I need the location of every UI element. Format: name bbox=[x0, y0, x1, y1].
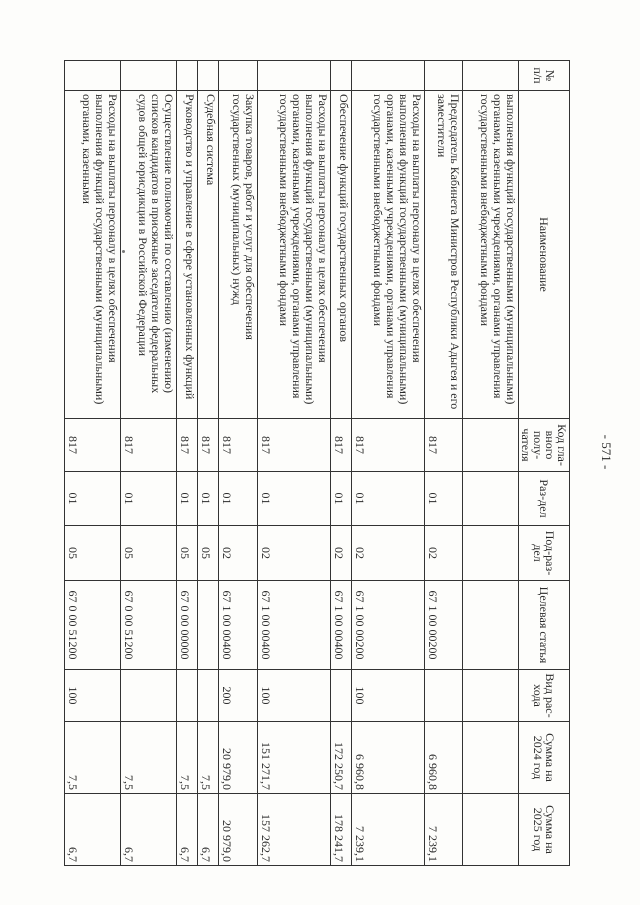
cell-expense-type bbox=[120, 670, 176, 722]
cell-recipient: 817 bbox=[65, 419, 121, 472]
header-subsection: Под-раз-дел bbox=[519, 526, 570, 581]
budget-table-container bbox=[64, 60, 570, 865]
header-num: № п/п bbox=[519, 61, 570, 91]
cell-recipient: 817 bbox=[197, 419, 218, 472]
table-row bbox=[219, 61, 257, 866]
cell-recipient bbox=[463, 419, 519, 472]
cell-section bbox=[463, 472, 519, 526]
cell-expense-type: 200 bbox=[219, 670, 257, 722]
table-row bbox=[176, 61, 197, 866]
table-row bbox=[197, 61, 218, 866]
cell-subsection: 05 bbox=[197, 526, 218, 581]
cell-sum-2024: 6 960,8 bbox=[351, 722, 424, 794]
cell-target: 67 1 00 00400 bbox=[219, 581, 257, 670]
cell-target: 67 1 00 00200 bbox=[351, 581, 424, 670]
cell-target: 67 0 00 00000 bbox=[176, 581, 197, 670]
cell-name: Судебная система bbox=[197, 91, 218, 419]
cell-subsection: 05 bbox=[176, 526, 197, 581]
cell-recipient: 817 bbox=[424, 419, 462, 472]
header-section: Раз-дел bbox=[519, 472, 570, 526]
cell-sum-2025 bbox=[463, 794, 519, 866]
cell-subsection bbox=[463, 526, 519, 581]
table-row bbox=[257, 61, 330, 866]
cell-sum-2024: 7,5 bbox=[65, 722, 121, 794]
cell-section: 01 bbox=[351, 472, 424, 526]
cell-target: 67 0 00 51200 bbox=[120, 581, 176, 670]
cell-target bbox=[197, 581, 218, 670]
cell-sum-2025: 6,7 bbox=[120, 794, 176, 866]
cell-num bbox=[176, 61, 197, 91]
cell-sum-2025: 7 239,1 bbox=[424, 794, 462, 866]
cell-subsection: 05 bbox=[65, 526, 121, 581]
rotated-table bbox=[64, 60, 570, 865]
cell-name: Расходы на выплаты персоналу в целях обеспечения выполнения функций государственными (муниципальными) органами, казенными учреждениями, органами управления государственными внебюджетными фондами bbox=[351, 91, 424, 419]
cell-target bbox=[463, 581, 519, 670]
cell-name: выполнения функций государственными (муниципальными) органами, казенными учреждениями, органами управления государственными внебюджетными фондами bbox=[463, 91, 519, 419]
header-sum-2025: Сумма на 2025 год bbox=[519, 794, 570, 866]
cell-target: 67 0 00 51200 bbox=[65, 581, 121, 670]
table-row bbox=[120, 61, 176, 866]
cell-sum-2024: 7,5 bbox=[120, 722, 176, 794]
cell-sum-2025: 7 239,1 bbox=[351, 794, 424, 866]
cell-sum-2024: 20 979,0 bbox=[219, 722, 257, 794]
header-recipient: Код гла-вного полу-чателя bbox=[519, 419, 570, 472]
cell-name: Осуществление полномочий по составлению (изменению) списков кандидатов в присяжные заседатели федеральных судов общей юрисдикции в Российской Федерации bbox=[120, 91, 176, 419]
cell-target: 67 1 00 00200 bbox=[424, 581, 462, 670]
cell-section: 01 bbox=[120, 472, 176, 526]
cell-sum-2025: 6,7 bbox=[197, 794, 218, 866]
header-sum-2024: Сумма на 2024 год bbox=[519, 722, 570, 794]
cell-num bbox=[65, 61, 121, 91]
cell-num bbox=[463, 61, 519, 91]
cell-expense-type: 100 bbox=[351, 670, 424, 722]
cell-subsection: 02 bbox=[424, 526, 462, 581]
cell-section: 01 bbox=[330, 472, 351, 526]
cell-recipient: 817 bbox=[330, 419, 351, 472]
header-name: Наименование bbox=[519, 91, 570, 419]
cell-section: 01 bbox=[257, 472, 330, 526]
cell-subsection: 02 bbox=[351, 526, 424, 581]
cell-expense-type: 100 bbox=[65, 670, 121, 722]
table-row bbox=[463, 61, 519, 866]
cell-subsection: 02 bbox=[330, 526, 351, 581]
cell-subsection: 02 bbox=[219, 526, 257, 581]
cell-sum-2024: 151 271,7 bbox=[257, 722, 330, 794]
cell-expense-type bbox=[463, 670, 519, 722]
table-row bbox=[424, 61, 462, 866]
cell-expense-type: 100 bbox=[257, 670, 330, 722]
cell-section: 01 bbox=[424, 472, 462, 526]
cell-expense-type bbox=[176, 670, 197, 722]
cell-expense-type bbox=[330, 670, 351, 722]
cell-name: Председатель Кабинета Министров Республики Адыгея и его заместители bbox=[424, 91, 462, 419]
cell-num bbox=[351, 61, 424, 91]
cell-sum-2025: 6,7 bbox=[65, 794, 121, 866]
cell-name: Расходы на выплаты персоналу в целях обеспечения выполнения функций государственными (муниципальными) органами, казенными bbox=[65, 91, 121, 419]
cell-name: Закупка товаров, работ и услуг для обеспечения государственных (муниципальных) нужд bbox=[219, 91, 257, 419]
cell-sum-2024: 7,5 bbox=[176, 722, 197, 794]
cell-recipient: 817 bbox=[257, 419, 330, 472]
cell-sum-2024: 172 250,7 bbox=[330, 722, 351, 794]
cell-num bbox=[197, 61, 218, 91]
cell-subsection: 02 bbox=[257, 526, 330, 581]
cell-sum-2024 bbox=[463, 722, 519, 794]
cell-sum-2024: 7,5 bbox=[197, 722, 218, 794]
cell-sum-2025: 20 979,0 bbox=[219, 794, 257, 866]
page-number: - 571 - bbox=[599, 434, 614, 470]
header-expense-type: Вид рас-хода bbox=[519, 670, 570, 722]
cell-sum-2025: 6,7 bbox=[176, 794, 197, 866]
cell-recipient: 817 bbox=[351, 419, 424, 472]
table-row bbox=[330, 61, 351, 866]
cell-name: Обеспечение функций государственных органов bbox=[330, 91, 351, 419]
cell-expense-type bbox=[424, 670, 462, 722]
cell-recipient: 817 bbox=[120, 419, 176, 472]
cell-subsection: 05 bbox=[120, 526, 176, 581]
cell-section: 01 bbox=[219, 472, 257, 526]
cell-target: 67 1 00 00400 bbox=[257, 581, 330, 670]
cell-recipient: 817 bbox=[219, 419, 257, 472]
table-row bbox=[351, 61, 424, 866]
cell-section: 01 bbox=[65, 472, 121, 526]
header-target: Целевая статья bbox=[519, 581, 570, 670]
cell-section: 01 bbox=[176, 472, 197, 526]
cell-sum-2025: 178 241,7 bbox=[330, 794, 351, 866]
cell-num bbox=[219, 61, 257, 91]
cell-recipient: 817 bbox=[176, 419, 197, 472]
budget-table bbox=[64, 60, 570, 866]
cell-name: Руководство и управление в сфере установленных функций bbox=[176, 91, 197, 419]
cell-num bbox=[120, 61, 176, 91]
cell-sum-2024: 6 960,8 bbox=[424, 722, 462, 794]
cell-sum-2025: 157 262,7 bbox=[257, 794, 330, 866]
cell-name: Расходы на выплаты персоналу в целях обеспечения выполнения функций государственными (муниципальными) органами, казенными учреждениями, органами управления государственными внебюджетными фондами bbox=[257, 91, 330, 419]
cell-num bbox=[424, 61, 462, 91]
cell-expense-type bbox=[197, 670, 218, 722]
table-row bbox=[65, 61, 121, 866]
cell-num bbox=[330, 61, 351, 91]
cell-num bbox=[257, 61, 330, 91]
cell-section: 01 bbox=[197, 472, 218, 526]
cell-target: 67 1 00 00400 bbox=[330, 581, 351, 670]
header-row bbox=[519, 61, 570, 866]
